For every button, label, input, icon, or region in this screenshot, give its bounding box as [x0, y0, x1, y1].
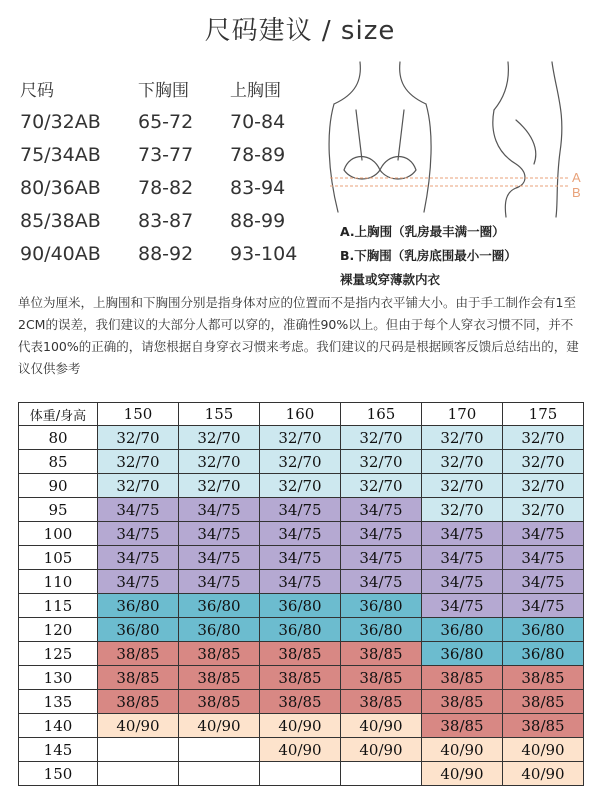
size-table: [20, 72, 320, 270]
grid-row: [19, 594, 584, 618]
grid-size-cell: 36/80: [341, 618, 422, 642]
grid-height-header: 170: [422, 403, 503, 426]
side-figure-back: [552, 62, 562, 217]
grid-size-cell: 34/75: [179, 546, 260, 570]
size-row: [20, 171, 320, 204]
grid-size-cell: 32/70: [341, 450, 422, 474]
grid-row: [19, 546, 584, 570]
grid-size-cell: 36/80: [260, 618, 341, 642]
grid-size-cell: 32/70: [503, 498, 584, 522]
grid-size-cell: 36/80: [503, 618, 584, 642]
grid-size-cell: 36/80: [260, 594, 341, 618]
note-underbust: B.下胸围（乳房底围最小一圈）: [340, 248, 517, 263]
grid-header-row: [19, 403, 584, 426]
grid-weight-label: 125: [19, 642, 98, 666]
bust-cell: 83-94: [230, 176, 286, 199]
grid-weight-label: 80: [19, 426, 98, 450]
measurement-illustration: [320, 52, 595, 222]
grid-weight-label: 110: [19, 570, 98, 594]
grid-weight-label: 130: [19, 666, 98, 690]
side-figure-chest: [493, 110, 525, 217]
side-figure-neck: [494, 62, 508, 110]
grid-weight-label: 90: [19, 474, 98, 498]
note-wearing: 裸量或穿薄款内衣: [340, 272, 441, 287]
grid-size-cell: 32/70: [98, 474, 179, 498]
grid-size-cell: 34/75: [98, 546, 179, 570]
bust-cell: 88-99: [230, 209, 286, 232]
grid-row: [19, 666, 584, 690]
grid-row: [19, 450, 584, 474]
grid-size-cell: [260, 762, 341, 786]
side-figure-strap: [516, 120, 536, 164]
grid-size-cell: 34/75: [422, 570, 503, 594]
bust-cell: 93-104: [230, 242, 298, 265]
grid-size-cell: 34/75: [341, 570, 422, 594]
grid-size-cell: 38/85: [341, 642, 422, 666]
grid-size-cell: 32/70: [260, 426, 341, 450]
grid-size-cell: 32/70: [422, 426, 503, 450]
grid-size-cell: 38/85: [179, 690, 260, 714]
grid-size-cell: 40/90: [503, 762, 584, 786]
size-row: [20, 237, 320, 270]
grid-row: [19, 570, 584, 594]
measurement-notes: [340, 220, 590, 292]
grid-size-cell: 36/80: [179, 594, 260, 618]
size-row: [20, 138, 320, 171]
grid-size-cell: 32/70: [422, 474, 503, 498]
grid-size-cell: [179, 762, 260, 786]
grid-size-cell: 38/85: [98, 642, 179, 666]
grid-size-cell: 40/90: [422, 738, 503, 762]
grid-size-cell: 32/70: [179, 474, 260, 498]
header-underbust: 下胸围: [138, 81, 189, 101]
grid-size-cell: 32/70: [179, 450, 260, 474]
grid-size-cell: 34/75: [341, 498, 422, 522]
grid-corner-label: 体重/身高: [19, 403, 98, 426]
front-figure-torso-left: [329, 104, 338, 212]
grid-height-header: 160: [260, 403, 341, 426]
grid-size-cell: 38/85: [422, 666, 503, 690]
grid-size-cell: 32/70: [503, 474, 584, 498]
grid-size-cell: [341, 762, 422, 786]
grid-size-cell: 32/70: [260, 450, 341, 474]
grid-size-cell: 38/85: [422, 690, 503, 714]
size-grid-body: [19, 403, 584, 786]
grid-row: [19, 618, 584, 642]
grid-size-cell: 40/90: [422, 762, 503, 786]
grid-height-header: 175: [503, 403, 584, 426]
grid-size-cell: 38/85: [341, 666, 422, 690]
grid-size-cell: 40/90: [341, 714, 422, 738]
label-a: A: [572, 170, 581, 185]
grid-weight-label: 100: [19, 522, 98, 546]
grid-row: [19, 690, 584, 714]
grid-size-cell: 34/75: [260, 570, 341, 594]
grid-size-cell: 40/90: [260, 738, 341, 762]
grid-size-cell: 34/75: [179, 498, 260, 522]
grid-size-cell: 36/80: [179, 618, 260, 642]
grid-weight-label: 150: [19, 762, 98, 786]
grid-weight-label: 95: [19, 498, 98, 522]
grid-size-cell: 34/75: [98, 522, 179, 546]
grid-size-cell: 36/80: [422, 618, 503, 642]
grid-size-cell: 36/80: [503, 642, 584, 666]
size-row: [20, 204, 320, 237]
grid-size-cell: 38/85: [98, 690, 179, 714]
grid-size-cell: 38/85: [341, 690, 422, 714]
grid-weight-label: 145: [19, 738, 98, 762]
grid-size-cell: 34/75: [422, 546, 503, 570]
grid-size-cell: 38/85: [179, 642, 260, 666]
size-cell: 75/34AB: [20, 143, 101, 166]
grid-size-cell: 32/70: [422, 498, 503, 522]
grid-size-cell: 38/85: [503, 690, 584, 714]
grid-size-cell: 32/70: [341, 474, 422, 498]
grid-size-cell: 38/85: [503, 666, 584, 690]
underbust-cell: 65-72: [138, 110, 194, 133]
grid-weight-label: 105: [19, 546, 98, 570]
grid-height-header: 155: [179, 403, 260, 426]
grid-size-cell: 40/90: [341, 738, 422, 762]
grid-size-cell: 34/75: [341, 546, 422, 570]
grid-size-cell: 34/75: [503, 594, 584, 618]
grid-size-cell: 34/75: [422, 594, 503, 618]
bust-cell: 70-84: [230, 110, 286, 133]
grid-size-cell: 34/75: [260, 498, 341, 522]
front-figure-strap-right: [398, 110, 404, 160]
grid-height-header: 150: [98, 403, 179, 426]
grid-size-cell: 34/75: [503, 570, 584, 594]
grid-size-cell: [98, 762, 179, 786]
grid-size-cell: 38/85: [260, 666, 341, 690]
grid-size-cell: 32/70: [503, 450, 584, 474]
grid-size-cell: 32/70: [503, 426, 584, 450]
underbust-cell: 83-87: [138, 209, 194, 232]
size-grid: [18, 402, 584, 786]
label-b: B: [572, 185, 581, 200]
underbust-cell: 88-92: [138, 242, 194, 265]
grid-size-cell: 40/90: [179, 714, 260, 738]
grid-size-cell: 34/75: [98, 570, 179, 594]
grid-row: [19, 714, 584, 738]
grid-size-cell: 38/85: [179, 666, 260, 690]
grid-row: [19, 426, 584, 450]
grid-size-cell: 34/75: [98, 498, 179, 522]
grid-size-cell: 38/85: [98, 666, 179, 690]
page-title: 尺码建议 / size: [204, 16, 396, 46]
grid-size-cell: 34/75: [179, 570, 260, 594]
size-cell: 80/36AB: [20, 176, 101, 199]
grid-weight-label: 120: [19, 618, 98, 642]
grid-height-header: 165: [341, 403, 422, 426]
size-table-header: [20, 72, 320, 105]
grid-row: [19, 498, 584, 522]
grid-size-cell: 38/85: [260, 690, 341, 714]
grid-size-cell: 36/80: [98, 618, 179, 642]
grid-size-cell: 32/70: [179, 426, 260, 450]
description-text: 单位为厘米，上胸围和下胸围分别是指身体对应的位置而不是指内衣平铺大小。由于手工制作会有1至2CM的误差，我们建议的大部分人都可以穿的，准确性90%以上。但由于每个人穿衣习惯不同，并不代表100%的正确的，请您根据自身穿衣习惯来考虑。我们建议的尺码是根据顾客反馈后总结出的，建议仅供参考: [18, 295, 579, 376]
grid-row: [19, 522, 584, 546]
grid-weight-label: 135: [19, 690, 98, 714]
grid-size-cell: 38/85: [422, 714, 503, 738]
note-bust: A.上胸围（乳房最丰满一圈）: [340, 224, 505, 239]
front-figure-torso-right: [424, 104, 431, 212]
bust-cell: 78-89: [230, 143, 286, 166]
grid-size-cell: 34/75: [260, 546, 341, 570]
grid-size-cell: 32/70: [422, 450, 503, 474]
grid-size-cell: 32/70: [341, 426, 422, 450]
size-cell: 90/40AB: [20, 242, 101, 265]
grid-size-cell: 32/70: [98, 426, 179, 450]
size-cell: 85/38AB: [20, 209, 101, 232]
grid-size-cell: 36/80: [98, 594, 179, 618]
grid-row: [19, 738, 584, 762]
grid-size-cell: 34/75: [260, 522, 341, 546]
underbust-cell: 78-82: [138, 176, 194, 199]
grid-size-cell: 36/80: [422, 642, 503, 666]
grid-weight-label: 115: [19, 594, 98, 618]
grid-size-cell: [98, 738, 179, 762]
grid-size-cell: 40/90: [503, 738, 584, 762]
grid-size-cell: 34/75: [179, 522, 260, 546]
grid-row: [19, 762, 584, 786]
grid-size-cell: 34/75: [503, 522, 584, 546]
grid-weight-label: 140: [19, 714, 98, 738]
grid-size-cell: 34/75: [341, 522, 422, 546]
grid-row: [19, 474, 584, 498]
grid-size-cell: 32/70: [98, 450, 179, 474]
front-figure-neck-right: [400, 62, 426, 104]
grid-size-cell: 34/75: [422, 522, 503, 546]
grid-size-cell: 32/70: [260, 474, 341, 498]
grid-size-cell: 40/90: [98, 714, 179, 738]
grid-size-cell: 40/90: [260, 714, 341, 738]
underbust-cell: 73-77: [138, 143, 194, 166]
grid-size-cell: 38/85: [260, 642, 341, 666]
grid-size-cell: 36/80: [341, 594, 422, 618]
header-size: 尺码: [20, 81, 54, 101]
grid-weight-label: 85: [19, 450, 98, 474]
size-row: [20, 105, 320, 138]
size-cell: 70/32AB: [20, 110, 101, 133]
front-figure-neck: [334, 62, 360, 104]
front-figure-strap-left: [356, 110, 362, 160]
header-bust: 上胸围: [230, 81, 281, 101]
grid-row: [19, 642, 584, 666]
grid-size-cell: [179, 738, 260, 762]
grid-size-cell: 34/75: [503, 546, 584, 570]
grid-size-cell: 38/85: [503, 714, 584, 738]
